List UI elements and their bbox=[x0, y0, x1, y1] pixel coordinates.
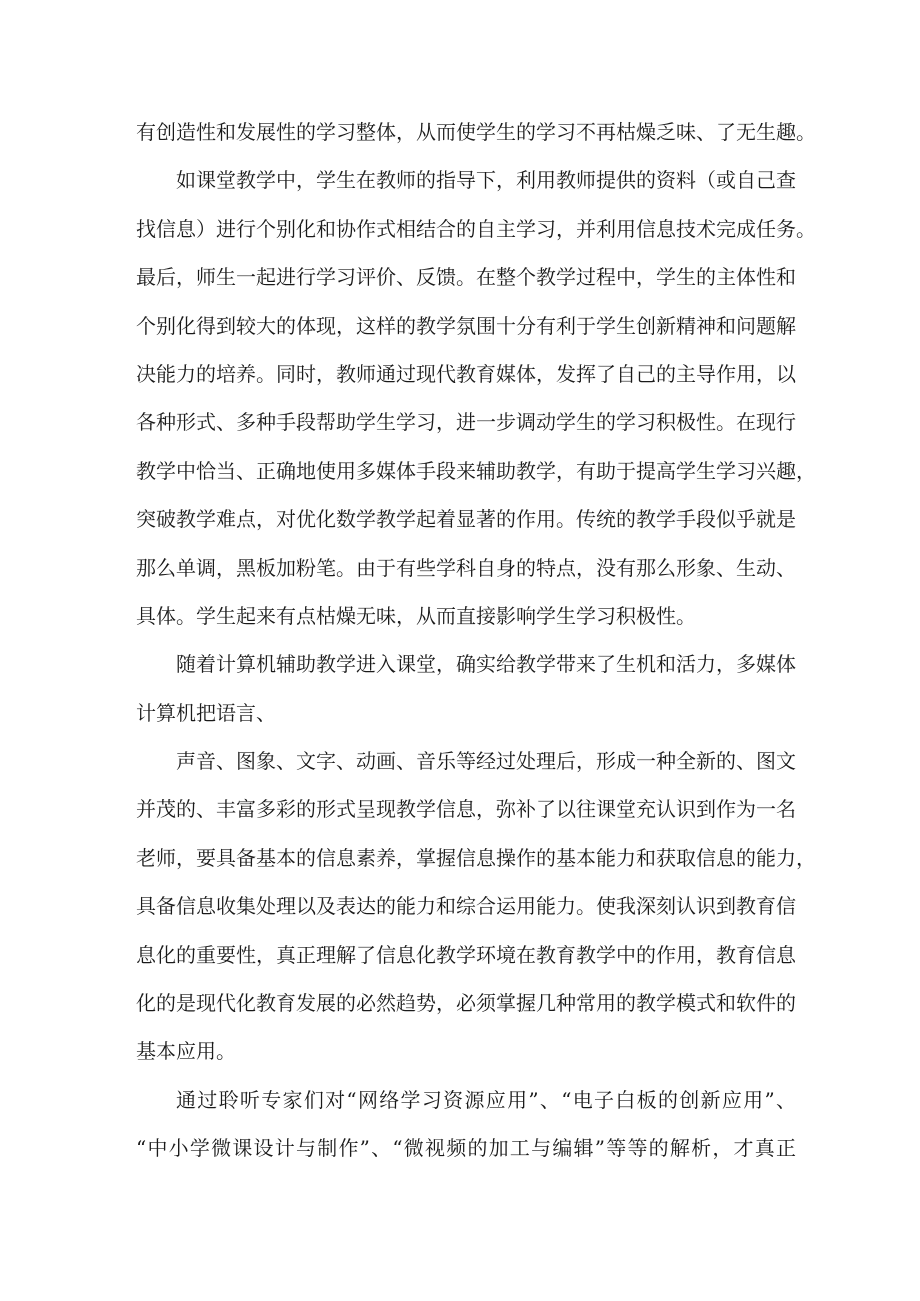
text-line: 决能力的培养。同时，教师通过现代教育媒体，发挥了自己的主导作用，以 bbox=[136, 361, 796, 386]
text-line: 并茂的、丰富多彩的形式呈现教学信息，弥补了以往课堂充认识到作为一名 bbox=[136, 797, 796, 822]
paragraph-start-line: 声音、图象、文字、动画、音乐等经过处理后，形成一种全新的、图文 bbox=[176, 749, 796, 774]
text-line: 找信息）进行个别化和协作式相结合的自主学习，并利用信息技术完成任务。 bbox=[136, 216, 816, 241]
text-line: 各种形式、多种手段帮助学生学习，进一步调动学生的学习积极性。在现行 bbox=[136, 410, 796, 435]
paragraph-start-line: 如课堂教学中，学生在教师的指导下，利用教师提供的资料（或自己查 bbox=[176, 168, 796, 193]
text-line: 个别化得到较大的体现，这样的教学氛围十分有利于学生创新精神和问题解 bbox=[136, 313, 796, 338]
text-line: 有创造性和发展性的学习整体，从而使学生的学习不再枯燥乏味、了无生趣。 bbox=[136, 120, 816, 144]
paragraph-end-line: 具体。学生起来有点枯燥无味，从而直接影响学生学习积极性。 bbox=[136, 603, 696, 628]
text-line: 具备信息收集处理以及表达的能力和综合运用能力。使我深刻认识到教育信 bbox=[136, 894, 796, 919]
text-line: 息化的重要性，真正理解了信息化教学环境在教育教学中的作用，教育信息 bbox=[136, 942, 796, 967]
text-line: “中小学微课设计与制作”、“微视频的加工与编辑”等等的解析，才真正 bbox=[136, 1136, 796, 1161]
paragraph-start-line: 随着计算机辅助教学进入课堂，确实给教学带来了生机和活力，多媒体 bbox=[176, 652, 796, 677]
text-line: 教学中恰当、正确地使用多媒体手段来辅助教学，有助于提高学生学习兴趣， bbox=[136, 458, 816, 483]
text-line: 突破教学难点，对优化数学教学起着显著的作用。传统的教学手段似乎就是 bbox=[136, 507, 796, 532]
text-line: 老师，要具备基本的信息素养，掌握信息操作的基本能力和获取信息的能力， bbox=[136, 845, 816, 870]
document-body bbox=[136, 108, 816, 1173]
paragraph-end-line: 基本应用。 bbox=[136, 1039, 236, 1064]
text-line: 最后，师生一起进行学习评价、反馈。在整个教学过程中，学生的主体性和 bbox=[136, 265, 796, 290]
paragraph-end-line: 计算机把语言、 bbox=[136, 700, 276, 725]
paragraph-start-line: 通过聆听专家们对“网络学习资源应用”、“电子白板的创新应用”、 bbox=[176, 1087, 796, 1112]
text-line: 化的是现代化教育发展的必然趋势，必须掌握几种常用的教学模式和软件的 bbox=[136, 991, 796, 1016]
text-line: 那么单调，黑板加粉笔。由于有些学科自身的特点，没有那么形象、生动、 bbox=[136, 555, 796, 580]
